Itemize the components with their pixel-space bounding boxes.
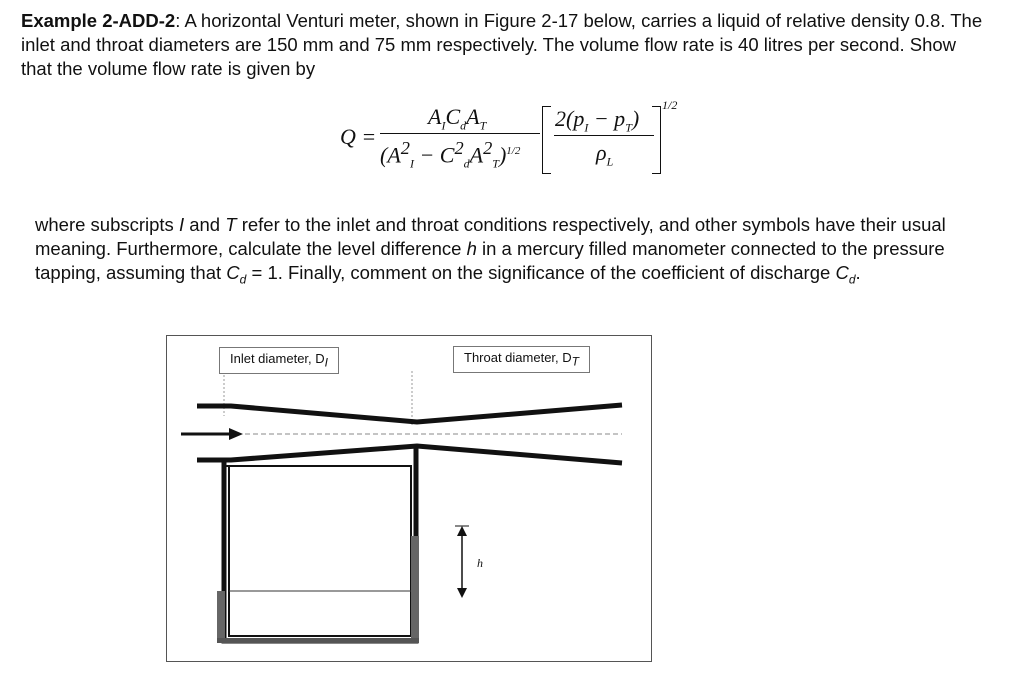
flow-arrowhead [229,428,243,440]
manometer-inner [224,466,411,636]
formula-denominator: $(A^2_I - C^2_dA^2_T)^{1/2}$ [380,138,521,171]
problem-statement [21,9,991,81]
problem-continuation: where subscripts I and T refer to the inlet and throat conditions respectively, and other symbols have their usual meaning. Furthermore, calculate the level difference h in a mercury filled manometer connected to the pressure tapping, assuming that $C_d = 1$. Finally, comment on the significance of the coefficient of discharge $C_d$. [35,214,946,287]
pipe-upper-wall [197,405,622,422]
formula-bracket-numerator: $2(p_I - p_T)$ [555,106,640,135]
venturi-flow-formula [340,98,700,182]
mercury-bottom [217,638,419,643]
problem-intro: : A horizontal Venturi meter, shown in Figure 2-17 below, carries a liquid of relative density 0.8. The inlet and throat diameters are 150 mm and 75 mm respectively. The volume flow rate is 40 litres per second. Show that the volume flow rate is given by [21,10,983,79]
venturi-figure [166,335,652,662]
throat-diameter-label: Throat diameter, $D_T$ [453,346,590,373]
mercury-right-column [411,536,419,639]
formula-lhs: Q = [340,124,377,149]
venturi-diagram [167,336,653,663]
pipe-lower-wall [197,446,622,463]
formula-right-bracket [652,106,661,174]
formula-fraction-bar [380,133,540,134]
example-title: Example 2-ADD-2 [21,10,176,31]
formula-outer-exponent: 1/2 [662,98,678,112]
h-arrow-top [457,526,467,536]
formula-numerator: $A_IC_dA_T$ [428,104,487,133]
formula-bracket-fraction-bar [554,135,654,136]
h-label: h [477,556,483,570]
manometer-outer [224,446,416,641]
h-arrow-bottom [457,588,467,598]
inlet-diameter-label: Inlet diameter, $D_I$ [219,347,339,374]
formula-left-bracket [542,106,551,174]
formula-bracket-denominator: $\rho_L$ [596,140,614,169]
mercury-left-column [217,591,225,639]
